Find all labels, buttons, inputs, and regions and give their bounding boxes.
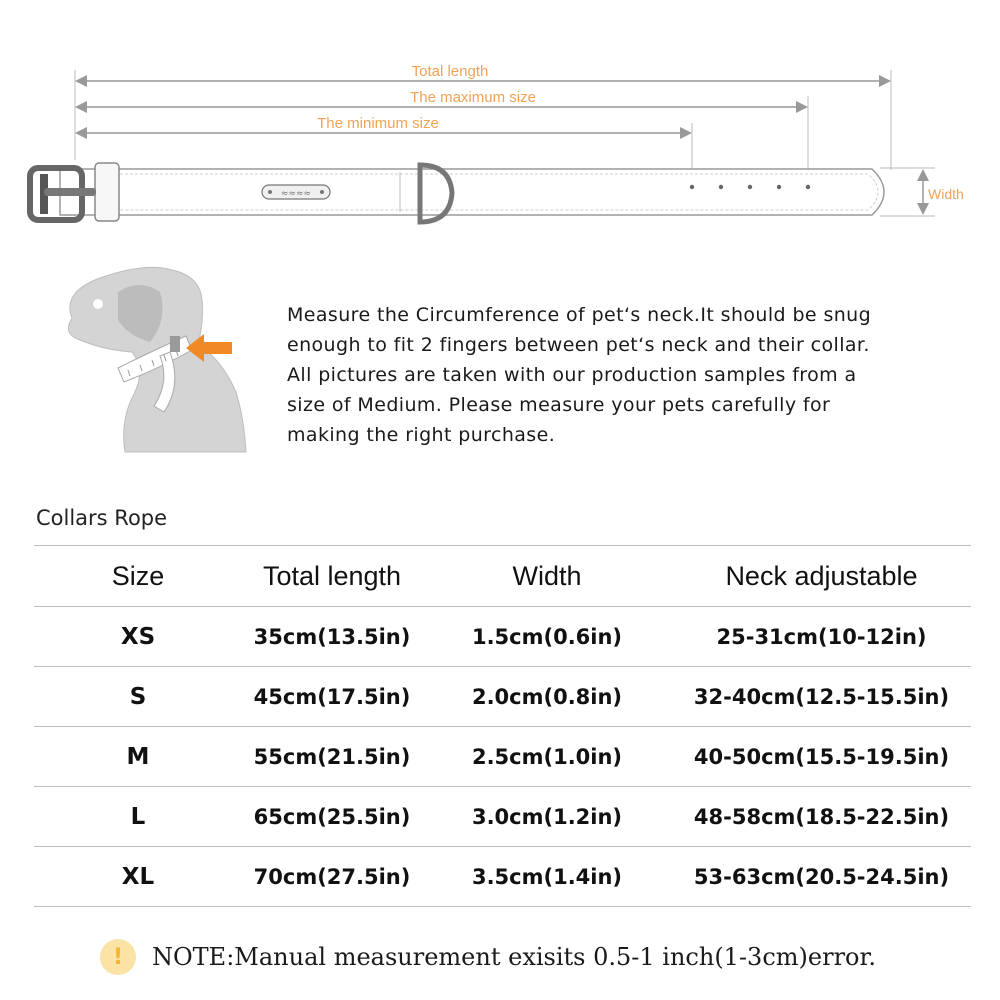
warning-icon: ! [100, 939, 136, 975]
collar-icon [30, 163, 884, 222]
header-neck-adjustable: Neck adjustable [672, 546, 971, 607]
size-cell: XL [34, 847, 242, 907]
total-length-cell: 65cm(25.5in) [242, 787, 422, 847]
size-cell: S [34, 667, 242, 727]
size-chart-table [34, 545, 971, 907]
width-cell: 1.5cm(0.6in) [422, 607, 672, 667]
table-row [34, 607, 971, 667]
total-length-cell: 35cm(13.5in) [242, 607, 422, 667]
note-text: NOTE:Manual measurement exisits 0.5-1 inch(1-3cm)error. [152, 943, 876, 971]
neck-adjustable-cell: 53-63cm(20.5-24.5in) [672, 847, 971, 907]
instruction-line: All pictures are taken with our production samples from a [287, 364, 857, 386]
header-size: Size [34, 546, 242, 607]
minimum-size-label: The minimum size [317, 115, 439, 132]
table-title: Collars Rope [36, 506, 168, 530]
table-row [34, 667, 971, 727]
width-cell: 3.0cm(1.2in) [422, 787, 672, 847]
neck-adjustable-cell: 25-31cm(10-12in) [672, 607, 971, 667]
instruction-line: enough to fit 2 fingers between pet‘s neck and their collar. [287, 334, 870, 356]
table-row [34, 727, 971, 787]
table-row [34, 787, 971, 847]
dog-head-icon [68, 267, 246, 452]
size-cell: M [34, 727, 242, 787]
width-cell: 3.5cm(1.4in) [422, 847, 672, 907]
table-header-row [34, 546, 971, 607]
measurement-note [100, 938, 876, 976]
size-cell: XS [34, 607, 242, 667]
total-length-label: Total length [411, 63, 489, 80]
width-cell: 2.5cm(1.0in) [422, 727, 672, 787]
instruction-line: making the right purchase. [287, 424, 556, 446]
width-cell: 2.0cm(0.8in) [422, 667, 672, 727]
neck-adjustable-cell: 40-50cm(15.5-19.5in) [672, 727, 971, 787]
instruction-line: size of Medium. Please measure your pets carefully for [287, 394, 831, 416]
total-length-cell: 70cm(27.5in) [242, 847, 422, 907]
measurement-instructions [287, 300, 947, 450]
header-total-length: Total length [242, 546, 422, 607]
maximum-size-label: The maximum size [410, 89, 536, 106]
svg-text:≈≈≈≈: ≈≈≈≈ [280, 189, 312, 199]
width-label: Width [928, 186, 964, 202]
header-width: Width [422, 546, 672, 607]
total-length-cell: 55cm(21.5in) [242, 727, 422, 787]
size-cell: L [34, 787, 242, 847]
table-row [34, 847, 971, 907]
total-length-cell: 45cm(17.5in) [242, 667, 422, 727]
neck-adjustable-cell: 48-58cm(18.5-22.5in) [672, 787, 971, 847]
neck-adjustable-cell: 32-40cm(12.5-15.5in) [672, 667, 971, 727]
instruction-line: Measure the Circumference of pet‘s neck.It should be snug [287, 304, 872, 326]
